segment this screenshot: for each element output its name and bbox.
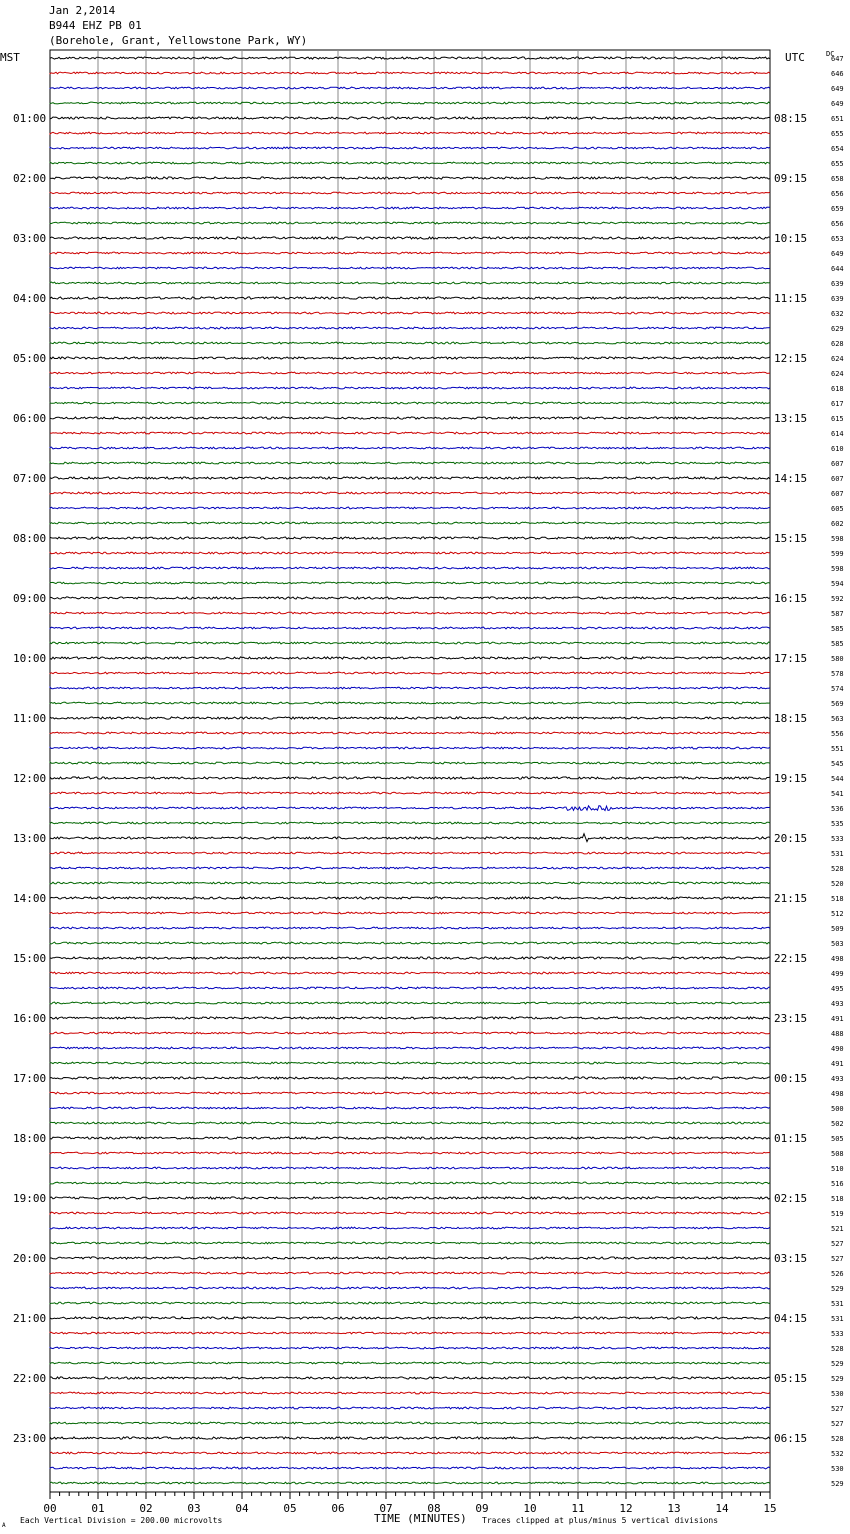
dc-offset-label: 503: [831, 940, 844, 948]
dc-offset-label: 646: [831, 70, 844, 78]
dc-offset-label: 531: [831, 1300, 844, 1308]
utc-hour-label: 14:15: [774, 472, 808, 485]
seismic-trace: [50, 522, 770, 524]
dc-offset-label: 500: [831, 1105, 844, 1113]
dc-offset-label: 526: [831, 1270, 844, 1278]
x-tick-label: 13: [667, 1502, 681, 1515]
seismic-trace: [50, 147, 770, 149]
dc-offset-label: 563: [831, 715, 844, 723]
seismic-trace: [50, 1332, 770, 1334]
utc-hour-label: 03:15: [774, 1252, 808, 1265]
seismic-trace: [50, 1272, 770, 1274]
seismic-trace: [50, 642, 770, 644]
x-tick-label: 07: [379, 1502, 393, 1515]
dc-offset-label: 505: [831, 1135, 844, 1143]
dc-offset-label: 521: [831, 1225, 844, 1233]
seismic-trace: [50, 1287, 770, 1289]
dc-offset-label: 644: [831, 265, 844, 273]
dc-offset-label: 592: [831, 595, 844, 603]
mst-hour-label: 23:00: [13, 1432, 47, 1445]
seismic-trace: [50, 822, 770, 824]
mst-hour-label: 06:00: [13, 412, 47, 425]
x-tick-label: 12: [619, 1502, 633, 1515]
seismic-trace: [50, 687, 770, 689]
seismic-trace: [50, 747, 770, 749]
dc-offset-label: 529: [831, 1285, 844, 1293]
seismic-trace: [50, 447, 770, 449]
seismic-trace: [50, 87, 770, 89]
seismic-trace: [50, 777, 770, 779]
mst-hour-label: 15:00: [13, 952, 47, 965]
utc-hour-label: 22:15: [774, 952, 808, 965]
plot-frame: [50, 50, 770, 1492]
seismic-trace: [50, 1467, 770, 1469]
seismic-trace: [50, 1032, 770, 1034]
mst-hour-label: 20:00: [13, 1252, 47, 1265]
seismic-trace: [50, 1302, 770, 1304]
x-tick-label: 14: [715, 1502, 729, 1515]
mst-hour-label: 07:00: [13, 472, 47, 485]
utc-hour-label: 19:15: [774, 772, 808, 785]
dc-offset-label: 632: [831, 310, 844, 318]
dc-offset-label: 529: [831, 1360, 844, 1368]
seismic-trace: [50, 762, 770, 764]
utc-hour-label: 20:15: [774, 832, 808, 845]
x-tick-label: 00: [43, 1502, 57, 1515]
dc-offset-label: 617: [831, 400, 844, 408]
seismic-trace: [50, 372, 770, 374]
dc-offset-label: 607: [831, 490, 844, 498]
seismic-trace: [50, 1107, 770, 1109]
mst-hour-label: 19:00: [13, 1192, 47, 1205]
x-tick-label: 03: [187, 1502, 201, 1515]
seismic-trace: [50, 402, 770, 404]
corner-mark: A: [2, 1522, 6, 1529]
seismic-trace: [50, 612, 770, 614]
seismic-trace: [50, 1212, 770, 1214]
mst-hour-label: 05:00: [13, 352, 47, 365]
seismic-trace: [50, 1227, 770, 1229]
seismic-trace: [50, 432, 770, 434]
seismic-trace: [50, 987, 770, 989]
seismic-trace: [50, 282, 770, 284]
dc-offset-label: 531: [831, 1315, 844, 1323]
seismic-trace: [50, 462, 770, 464]
dc-offset-label: 544: [831, 775, 844, 783]
seismic-trace: [50, 1362, 770, 1364]
utc-hour-label: 00:15: [774, 1072, 808, 1085]
seismic-trace: [50, 357, 770, 359]
dc-offset-label: 533: [831, 1330, 844, 1338]
seismic-trace: [50, 117, 770, 119]
dc-offset-label: 493: [831, 1075, 844, 1083]
dc-offset-label: 599: [831, 550, 844, 558]
clip-footnote: Traces clipped at plus/minus 5 vertical divisions: [482, 1516, 719, 1525]
seismic-trace: [50, 806, 770, 811]
station-title: B944 EHZ PB 01: [49, 19, 142, 32]
utc-hour-label: 02:15: [774, 1192, 808, 1205]
seismic-trace: [50, 942, 770, 944]
seismic-trace: [50, 72, 770, 74]
dc-offset-label: 655: [831, 130, 844, 138]
x-tick-label: 04: [235, 1502, 249, 1515]
dc-label: DC: [826, 50, 835, 58]
dc-offset-label: 518: [831, 895, 844, 903]
dc-offset-label: 656: [831, 220, 844, 228]
seismic-trace: [50, 552, 770, 554]
seismic-trace: [50, 132, 770, 134]
dc-offset-label: 495: [831, 985, 844, 993]
dc-offset-label: 527: [831, 1420, 844, 1428]
seismic-trace: [50, 567, 770, 569]
seismic-trace: [50, 417, 770, 419]
dc-offset-label: 658: [831, 175, 844, 183]
seismic-trace: [50, 267, 770, 269]
dc-offset-label: 629: [831, 325, 844, 333]
dc-offset-label: 628: [831, 340, 844, 348]
dc-offset-label: 649: [831, 100, 844, 108]
seismic-trace: [50, 897, 770, 899]
dc-offset-label: 580: [831, 655, 844, 663]
dc-offset-label: 647: [831, 55, 844, 63]
seismic-trace: [50, 957, 770, 959]
seismic-trace: [50, 672, 770, 674]
mst-axis-label: MST: [0, 51, 20, 64]
utc-axis-label: UTC: [785, 51, 805, 64]
seismic-trace: [50, 1452, 770, 1454]
utc-hour-label: 11:15: [774, 292, 808, 305]
utc-hour-label: 04:15: [774, 1312, 808, 1325]
dc-offset-label: 569: [831, 700, 844, 708]
seismic-trace: [50, 972, 770, 974]
dc-offset-label: 509: [831, 925, 844, 933]
dc-offset-label: 578: [831, 670, 844, 678]
dc-offset-label: 533: [831, 835, 844, 843]
seismic-trace: [50, 297, 770, 299]
dc-offset-label: 651: [831, 115, 844, 123]
seismic-trace: [50, 912, 770, 914]
seismic-trace: [50, 927, 770, 929]
mst-hour-label: 18:00: [13, 1132, 47, 1145]
x-tick-label: 01: [91, 1502, 105, 1515]
seismic-trace: [50, 732, 770, 734]
mst-hour-label: 22:00: [13, 1372, 47, 1385]
dc-offset-label: 649: [831, 85, 844, 93]
dc-offset-label: 498: [831, 1090, 844, 1098]
dc-offset-label: 530: [831, 1390, 844, 1398]
dc-offset-label: 653: [831, 235, 844, 243]
location-title: (Borehole, Grant, Yellowstone Park, WY): [49, 34, 308, 47]
seismic-trace: [50, 792, 770, 794]
seismic-trace: [50, 57, 770, 59]
seismic-trace: [50, 867, 770, 869]
seismic-trace: [50, 537, 770, 539]
utc-hour-label: 08:15: [774, 112, 808, 125]
x-tick-label: 06: [331, 1502, 345, 1515]
seismic-trace: [50, 582, 770, 584]
dc-offset-label: 512: [831, 910, 844, 918]
dc-offset-label: 624: [831, 355, 844, 363]
utc-hour-label: 10:15: [774, 232, 808, 245]
dc-offset-label: 527: [831, 1405, 844, 1413]
dc-offset-label: 535: [831, 820, 844, 828]
dc-offset-label: 649: [831, 250, 844, 258]
seismic-trace: [50, 834, 770, 842]
dc-offset-label: 605: [831, 505, 844, 513]
mst-hour-label: 01:00: [13, 112, 47, 125]
utc-hour-label: 01:15: [774, 1132, 808, 1145]
seismic-trace: [50, 852, 770, 854]
dc-offset-label: 536: [831, 805, 844, 813]
seismic-trace: [50, 342, 770, 344]
mst-hour-label: 08:00: [13, 532, 47, 545]
dc-offset-label: 520: [831, 880, 844, 888]
dc-offset-label: 614: [831, 430, 844, 438]
dc-offset-label: 656: [831, 190, 844, 198]
dc-offset-label: 498: [831, 955, 844, 963]
x-tick-label: 11: [571, 1502, 585, 1515]
seismic-trace: [50, 1182, 770, 1184]
dc-offset-label: 528: [831, 865, 844, 873]
mst-hour-label: 17:00: [13, 1072, 47, 1085]
dc-offset-label: 502: [831, 1120, 844, 1128]
scale-footnote: Each Vertical Division = 200.00 microvolts: [20, 1516, 223, 1525]
dc-offset-label: 639: [831, 295, 844, 303]
seismic-trace: [50, 1257, 770, 1259]
dc-offset-label: 655: [831, 160, 844, 168]
dc-offset-label: 531: [831, 850, 844, 858]
dc-offset-label: 607: [831, 460, 844, 468]
mst-hour-label: 14:00: [13, 892, 47, 905]
seismic-trace: [50, 1242, 770, 1244]
seismic-trace: [50, 492, 770, 494]
dc-offset-label: 574: [831, 685, 844, 693]
utc-hour-label: 15:15: [774, 532, 808, 545]
seismic-trace: [50, 1122, 770, 1124]
seismic-trace: [50, 162, 770, 164]
seismic-trace: [50, 177, 770, 179]
dc-offset-label: 598: [831, 535, 844, 543]
dc-offset-label: 510: [831, 1165, 844, 1173]
utc-hour-label: 05:15: [774, 1372, 808, 1385]
dc-offset-label: 587: [831, 610, 844, 618]
dc-offset-label: 528: [831, 1345, 844, 1353]
dc-offset-label: 508: [831, 1150, 844, 1158]
dc-offset-label: 598: [831, 565, 844, 573]
seismic-trace: [50, 507, 770, 509]
dc-offset-label: 607: [831, 475, 844, 483]
seismic-trace: [50, 627, 770, 629]
seismic-trace: [50, 252, 770, 254]
seismic-trace: [50, 1137, 770, 1139]
seismic-trace: [50, 1062, 770, 1064]
seismic-trace: [50, 102, 770, 104]
seismic-trace: [50, 1002, 770, 1004]
utc-hour-label: 23:15: [774, 1012, 808, 1025]
dc-offset-label: 602: [831, 520, 844, 528]
seismic-trace: [50, 702, 770, 704]
dc-offset-label: 516: [831, 1180, 844, 1188]
seismic-trace: [50, 1347, 770, 1349]
mst-hour-label: 11:00: [13, 712, 47, 725]
trace-group: [50, 57, 770, 1484]
seismic-trace: [50, 1422, 770, 1424]
utc-hour-label: 09:15: [774, 172, 808, 185]
dc-offset-label: 585: [831, 625, 844, 633]
x-tick-label: 15: [763, 1502, 777, 1515]
seismic-trace: [50, 657, 770, 659]
mst-hour-label: 10:00: [13, 652, 47, 665]
seismic-trace: [50, 207, 770, 209]
utc-hour-label: 18:15: [774, 712, 808, 725]
dc-offset-label: 556: [831, 730, 844, 738]
mst-hour-label: 09:00: [13, 592, 47, 605]
dc-offset-label: 491: [831, 1015, 844, 1023]
seismic-trace: [50, 1092, 770, 1094]
x-tick-label: 02: [139, 1502, 153, 1515]
dc-offset-label: 594: [831, 580, 844, 588]
seismic-trace: [50, 597, 770, 599]
seismic-trace: [50, 1152, 770, 1154]
dc-offset-label: 585: [831, 640, 844, 648]
seismic-trace: [50, 1167, 770, 1169]
dc-offset-label: 551: [831, 745, 844, 753]
dc-offset-label: 530: [831, 1465, 844, 1473]
dc-offset-label: 490: [831, 1045, 844, 1053]
seismic-trace: [50, 477, 770, 479]
seismic-trace: [50, 1377, 770, 1379]
seismic-trace: [50, 882, 770, 884]
dc-offset-label: 528: [831, 1435, 844, 1443]
seismic-trace: [50, 1437, 770, 1439]
seismic-trace: [50, 1317, 770, 1319]
dc-offset-label: 527: [831, 1240, 844, 1248]
dc-offset-label: 659: [831, 205, 844, 213]
x-axis-title: TIME (MINUTES): [374, 1512, 467, 1525]
mst-hour-label: 13:00: [13, 832, 47, 845]
mst-hour-label: 04:00: [13, 292, 47, 305]
seismic-trace: [50, 1017, 770, 1019]
seismic-trace: [50, 312, 770, 314]
label-group: [0, 50, 844, 1529]
dc-offset-label: 527: [831, 1255, 844, 1263]
dc-offset-label: 493: [831, 1000, 844, 1008]
dc-offset-label: 491: [831, 1060, 844, 1068]
seismic-trace: [50, 1197, 770, 1199]
date-title: Jan 2,2014: [49, 4, 116, 17]
seismic-trace: [50, 1392, 770, 1394]
dc-offset-label: 529: [831, 1480, 844, 1488]
dc-offset-label: 518: [831, 1195, 844, 1203]
dc-offset-label: 541: [831, 790, 844, 798]
seismic-trace: [50, 1047, 770, 1049]
mst-hour-label: 02:00: [13, 172, 47, 185]
seismic-trace: [50, 192, 770, 194]
seismic-trace: [50, 327, 770, 329]
dc-offset-label: 499: [831, 970, 844, 978]
utc-hour-label: 17:15: [774, 652, 808, 665]
dc-offset-label: 529: [831, 1375, 844, 1383]
seismic-trace: [50, 387, 770, 389]
utc-hour-label: 16:15: [774, 592, 808, 605]
x-tick-label: 09: [475, 1502, 489, 1515]
utc-hour-label: 13:15: [774, 412, 808, 425]
dc-offset-label: 654: [831, 145, 844, 153]
dc-offset-label: 488: [831, 1030, 844, 1038]
mst-hour-label: 12:00: [13, 772, 47, 785]
dc-offset-label: 519: [831, 1210, 844, 1218]
seismic-trace: [50, 1482, 770, 1484]
utc-hour-label: 06:15: [774, 1432, 808, 1445]
dc-offset-label: 610: [831, 445, 844, 453]
utc-hour-label: 21:15: [774, 892, 808, 905]
mst-hour-label: 21:00: [13, 1312, 47, 1325]
x-tick-label: 10: [523, 1502, 537, 1515]
seismic-trace: [50, 1407, 770, 1409]
dc-offset-label: 639: [831, 280, 844, 288]
dc-offset-label: 624: [831, 370, 844, 378]
mst-hour-label: 03:00: [13, 232, 47, 245]
utc-hour-label: 12:15: [774, 352, 808, 365]
seismic-trace: [50, 717, 770, 719]
dc-offset-label: 618: [831, 385, 844, 393]
seismic-trace: [50, 222, 770, 224]
seismic-trace: [50, 237, 770, 239]
seismic-trace: [50, 1077, 770, 1079]
x-tick-label: 05: [283, 1502, 297, 1515]
dc-offset-label: 545: [831, 760, 844, 768]
dc-offset-label: 615: [831, 415, 844, 423]
mst-hour-label: 16:00: [13, 1012, 47, 1025]
dc-offset-label: 532: [831, 1450, 844, 1458]
x-tick-label: 08: [427, 1502, 441, 1515]
